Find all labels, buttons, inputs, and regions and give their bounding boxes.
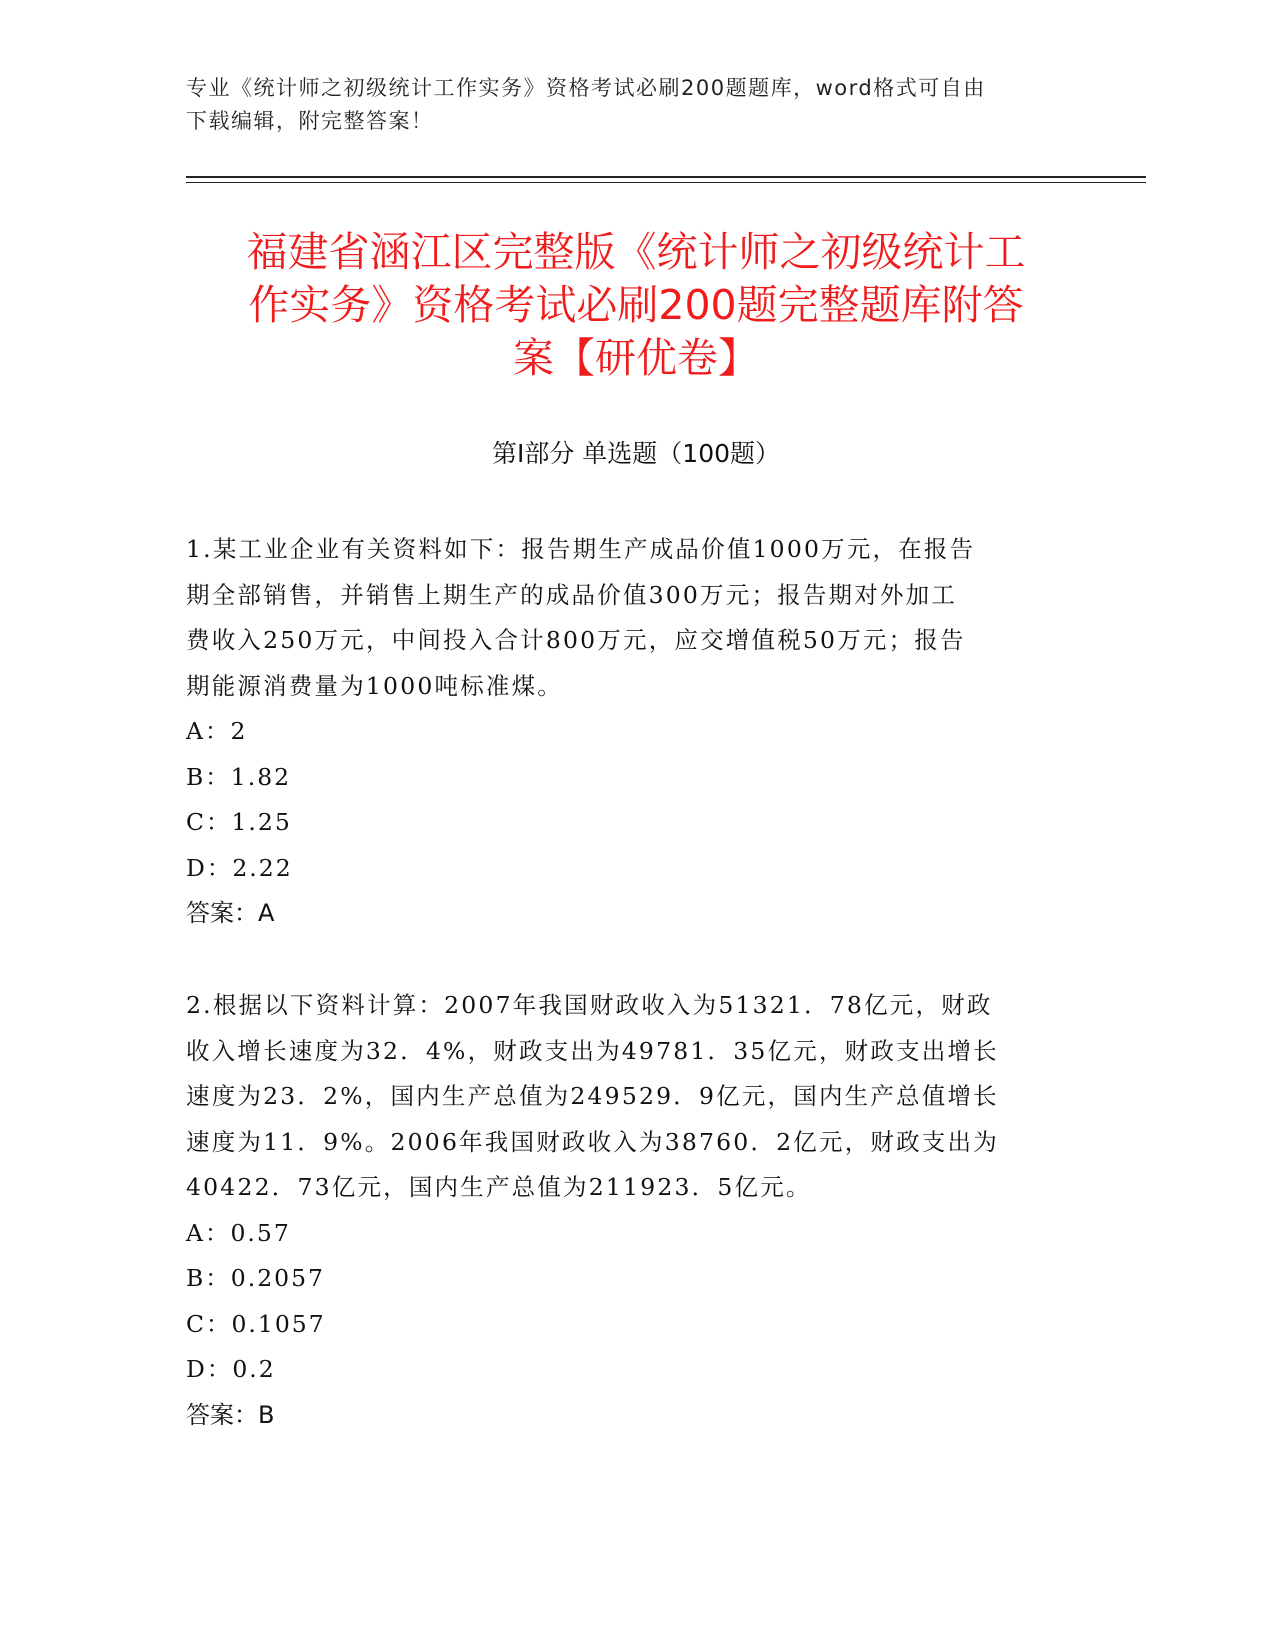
question-2 — [186, 983, 1086, 1438]
header-note-line: 专业《统计师之初级统计工作实务》资格考试必刷200题题库，word格式可自由 — [186, 76, 986, 100]
title-line: 作实务》资格考试必刷200题完整题库附答 — [248, 281, 1024, 329]
title-line: 福建省涵江区完整版《统计师之初级统计工 — [246, 228, 1026, 276]
title-line: 案【研优卷】 — [513, 334, 759, 382]
question-stem-line: 40422．73亿元，国内生产总值为211923．5亿元。 — [186, 1173, 812, 1201]
answer-line: 答案：A — [186, 899, 275, 927]
question-stem-line: 收入增长速度为32．4%，财政支出为49781．35亿元，财政支出增长 — [186, 1036, 999, 1065]
document-title — [186, 226, 1086, 385]
question-stem-line: 1.某工业企业有关资料如下：报告期生产成品价值1000万元，在报告 — [186, 535, 976, 563]
option-d: D：0.2 — [186, 1355, 276, 1383]
header-note — [186, 72, 1086, 138]
option-d: D：2.22 — [186, 853, 293, 882]
question-stem-line: 期能源消费量为1000吨标准煤。 — [186, 671, 564, 700]
section-heading: 第I部分 单选题（100题） — [491, 439, 781, 468]
question-stem — [186, 527, 1086, 709]
question-stem-line: 费收入250万元，中间投入合计800万元，应交增值税50万元；报告 — [186, 626, 966, 654]
header-note-line: 下载编辑，附完整答案！ — [186, 109, 434, 133]
option-c: C：0.1057 — [186, 1309, 326, 1338]
question-stem-line: 2.根据以下资料计算：2007年我国财政收入为51321．78亿元，财政 — [186, 991, 993, 1019]
option-b: B：0.2057 — [186, 1264, 325, 1292]
question-1 — [186, 527, 1086, 937]
question-stem-line: 期全部销售，并销售上期生产的成品价值300万元；报告期对外加工 — [186, 580, 958, 609]
option-a: A：0.57 — [186, 1218, 291, 1247]
question-stem-line: 速度为23．2%，国内生产总值为249529．9亿元，国内生产总值增长 — [186, 1082, 999, 1110]
header-divider-thin — [186, 182, 1146, 183]
option-a: A：2 — [186, 717, 248, 745]
answer-line: 答案：B — [186, 1400, 275, 1429]
question-stem — [186, 983, 1086, 1211]
question-stem-line: 速度为11．9%。2006年我国财政收入为38760．2亿元，财政支出为 — [186, 1127, 999, 1156]
option-b: B：1.82 — [186, 762, 292, 791]
header-divider-thick — [186, 176, 1146, 178]
option-c: C：1.25 — [186, 808, 292, 836]
